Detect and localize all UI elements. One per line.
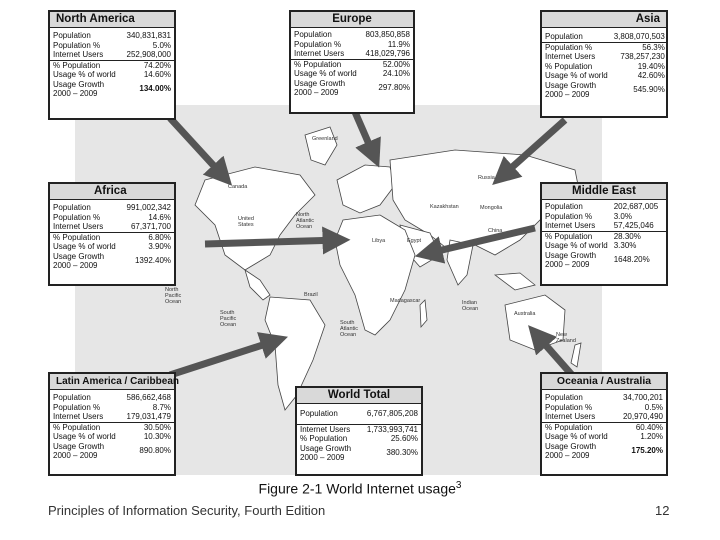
region-stats bbox=[50, 200, 174, 271]
stat-value: 297.80% bbox=[378, 83, 410, 93]
stat-value: 545.90% bbox=[633, 85, 665, 95]
stat-label: Internet Users bbox=[53, 412, 104, 421]
stat-value: 24.10% bbox=[382, 69, 410, 78]
region-stats bbox=[297, 404, 421, 463]
stat-value: 1648.20% bbox=[613, 255, 650, 265]
map-label-mongolia: Mongolia bbox=[480, 205, 503, 211]
stat-label: % Population bbox=[50, 60, 119, 70]
map-label-greenland: Greenland bbox=[312, 136, 338, 142]
map-label-australia: Australia bbox=[514, 311, 536, 317]
europe-arrow bbox=[355, 112, 375, 158]
stat-label: % Population bbox=[50, 422, 119, 432]
map-label-north-atlantic: North Atlantic Ocean bbox=[296, 212, 315, 230]
map-label-north-pacific: North Pacific Ocean bbox=[165, 287, 182, 305]
africa-arrow bbox=[205, 240, 340, 244]
stat-value: 418,029,796 bbox=[365, 49, 410, 58]
stat-label: % Population bbox=[545, 61, 593, 71]
map-label-madagascar: Madagascar bbox=[390, 298, 421, 304]
stat-label: Population bbox=[300, 409, 338, 418]
stat-value: 52.00% bbox=[360, 59, 413, 69]
stat-value: 34,700,201 bbox=[622, 393, 663, 402]
region-box-oceania bbox=[540, 372, 668, 476]
stat-label: Internet Users bbox=[545, 412, 596, 421]
stat-value: 10.30% bbox=[143, 432, 171, 441]
stat-label: % Population bbox=[50, 232, 119, 242]
stat-value: 179,031,479 bbox=[126, 412, 171, 421]
stat-label: Population bbox=[294, 30, 332, 39]
region-box-middle-east bbox=[540, 182, 668, 286]
stat-label: Population bbox=[53, 31, 91, 40]
stat-label: Internet Users bbox=[545, 221, 596, 230]
stat-value: 1,733,993,741 bbox=[358, 424, 421, 434]
stat-label: Usage Growth 2000 – 2009 bbox=[53, 251, 105, 270]
stat-label: Population bbox=[53, 393, 91, 402]
stat-label: Usage Growth 2000 – 2009 bbox=[294, 78, 346, 97]
stat-value: 890.80% bbox=[139, 446, 171, 456]
stat-label: Usage Growth 2000 – 2009 bbox=[53, 79, 105, 98]
stat-label: % Population bbox=[542, 231, 611, 241]
stat-label: Population % bbox=[545, 211, 593, 221]
map-label-egypt: Egypt bbox=[407, 238, 422, 244]
region-title: North America bbox=[50, 12, 174, 28]
stat-label: Usage % of world bbox=[53, 242, 116, 251]
asia-arrow bbox=[500, 120, 565, 178]
stat-value: 340,831,831 bbox=[126, 31, 171, 40]
stat-label: Population bbox=[53, 203, 91, 212]
region-stats bbox=[50, 390, 174, 461]
stat-label: Usage % of world bbox=[53, 70, 116, 79]
stat-value: 991,002,342 bbox=[126, 203, 171, 212]
stat-label: % Population bbox=[300, 434, 348, 443]
stat-label: Usage Growth 2000 – 2009 bbox=[300, 443, 352, 462]
stat-value: 1.20% bbox=[640, 432, 663, 441]
stat-value: 3.90% bbox=[148, 242, 171, 251]
stat-label: Usage Growth 2000 – 2009 bbox=[545, 80, 597, 99]
stat-label: Usage Growth 2000 – 2009 bbox=[53, 441, 105, 460]
map-label-libya: Libya bbox=[372, 238, 386, 244]
region-title: Latin America / Caribbean bbox=[50, 374, 174, 390]
middle-east-arrow bbox=[425, 228, 535, 254]
stat-value: 28.30% bbox=[611, 231, 666, 241]
figure-caption bbox=[0, 480, 720, 497]
region-title: Africa bbox=[50, 184, 174, 200]
stat-label: Internet Users bbox=[297, 424, 358, 434]
stat-value: 20,970,490 bbox=[622, 412, 663, 421]
stat-label: Usage % of world bbox=[545, 432, 608, 441]
region-box-north-america bbox=[48, 10, 176, 120]
stat-value: 380.30% bbox=[386, 448, 418, 458]
stat-value: 74.20% bbox=[119, 60, 174, 70]
region-box-asia bbox=[540, 10, 668, 118]
latin-america-arrow bbox=[170, 340, 278, 375]
map-label-kazakhstan: Kazakhstan bbox=[430, 204, 459, 210]
page-number: 12 bbox=[655, 503, 670, 518]
footer-book-title: Principles of Information Security, Fourth Edition bbox=[48, 503, 326, 518]
stat-label: Population % bbox=[545, 402, 593, 412]
stat-label: Population % bbox=[294, 39, 342, 49]
stat-label: Internet Users bbox=[53, 50, 104, 59]
stat-label: Internet Users bbox=[545, 52, 596, 61]
stat-value: 5.0% bbox=[152, 40, 171, 50]
map-label-south-atlantic: South Atlantic Ocean bbox=[340, 320, 359, 338]
region-title: World Total bbox=[297, 388, 421, 404]
stat-label: Population % bbox=[53, 402, 101, 412]
stat-value: 56.3% bbox=[611, 42, 668, 52]
region-stats bbox=[542, 390, 666, 461]
stat-value: 252,908,000 bbox=[126, 50, 171, 59]
stat-label: Usage % of world bbox=[53, 432, 116, 441]
stat-value: 25.60% bbox=[390, 434, 418, 443]
caption-footnote-ref: 3 bbox=[455, 480, 462, 491]
stat-value: 3,808,070,503 bbox=[613, 32, 665, 41]
map-label-indian-ocean: Indian Ocean bbox=[462, 300, 479, 312]
stat-value: 11.9% bbox=[387, 39, 410, 49]
stat-value: 738,257,230 bbox=[620, 52, 665, 61]
caption-text: Figure 2-1 World Internet usage bbox=[258, 480, 456, 497]
stat-value: 42.60% bbox=[637, 71, 665, 80]
stat-value: 14.6% bbox=[148, 212, 171, 222]
stat-label: Population bbox=[545, 32, 583, 41]
stat-value: 202,687,005 bbox=[613, 202, 659, 211]
oceania-arrow bbox=[535, 333, 572, 375]
stat-label: Internet Users bbox=[294, 49, 345, 58]
stat-label: Usage Growth 2000 – 2009 bbox=[545, 250, 597, 269]
stat-value: 67,371,700 bbox=[130, 222, 171, 231]
stat-label: Usage % of world bbox=[545, 241, 608, 250]
stat-value: 8.7% bbox=[152, 402, 171, 412]
stat-label: Population bbox=[545, 202, 583, 211]
stat-value: 30.50% bbox=[119, 422, 174, 432]
stat-label: Population % bbox=[542, 42, 611, 52]
map-label-china: China bbox=[488, 228, 503, 234]
stat-value: 14.60% bbox=[143, 70, 171, 79]
region-box-europe bbox=[289, 10, 415, 114]
stat-value: 60.40% bbox=[611, 422, 666, 432]
stat-label: % Population bbox=[291, 59, 360, 69]
stat-value: 134.00% bbox=[139, 84, 171, 94]
stat-value: 57,425,046 bbox=[613, 221, 654, 230]
map-label-new-zealand: New Zealand bbox=[556, 332, 576, 344]
stat-value: 803,850,858 bbox=[365, 30, 410, 39]
stat-label: Population bbox=[545, 393, 583, 402]
stat-value: 175.20% bbox=[631, 446, 663, 456]
region-title: Middle East bbox=[542, 184, 666, 200]
region-box-africa bbox=[48, 182, 176, 286]
map-label-russia: Russia bbox=[478, 175, 495, 181]
stat-label: Usage % of world bbox=[545, 71, 608, 80]
stat-value: 6.80% bbox=[119, 232, 174, 242]
stat-value: 0.5% bbox=[644, 402, 663, 412]
map-label-brazil: Brazil bbox=[304, 292, 318, 298]
region-stats bbox=[291, 28, 413, 98]
stat-label: % Population bbox=[542, 422, 611, 432]
stat-value: 19.40% bbox=[637, 61, 665, 71]
stat-value: 1392.40% bbox=[134, 256, 171, 266]
region-box-latin-america bbox=[48, 372, 179, 476]
stat-value: 3.0% bbox=[613, 211, 632, 221]
map-label-canada: Canada bbox=[228, 184, 248, 190]
stat-label: Usage % of world bbox=[294, 69, 357, 78]
region-title: Oceania / Australia bbox=[542, 374, 666, 390]
stat-value: 6,767,805,208 bbox=[366, 409, 418, 418]
region-title: Asia bbox=[542, 12, 666, 28]
region-stats bbox=[542, 28, 668, 100]
north-america-arrow bbox=[170, 118, 225, 178]
map-label-south-pacific: South Pacific Ocean bbox=[220, 310, 237, 328]
region-title: Europe bbox=[291, 12, 413, 28]
stat-label: Population % bbox=[53, 40, 101, 50]
region-stats bbox=[50, 28, 174, 99]
stat-value: 586,662,468 bbox=[126, 393, 171, 402]
stat-value: 3.30% bbox=[613, 241, 637, 250]
stat-label: Internet Users bbox=[53, 222, 104, 231]
region-box-world-total bbox=[295, 386, 423, 476]
stat-label: Population % bbox=[53, 212, 101, 222]
region-stats bbox=[542, 200, 666, 270]
map-label-united-states: United States bbox=[238, 216, 254, 228]
stat-label: Usage Growth 2000 – 2009 bbox=[545, 441, 597, 460]
